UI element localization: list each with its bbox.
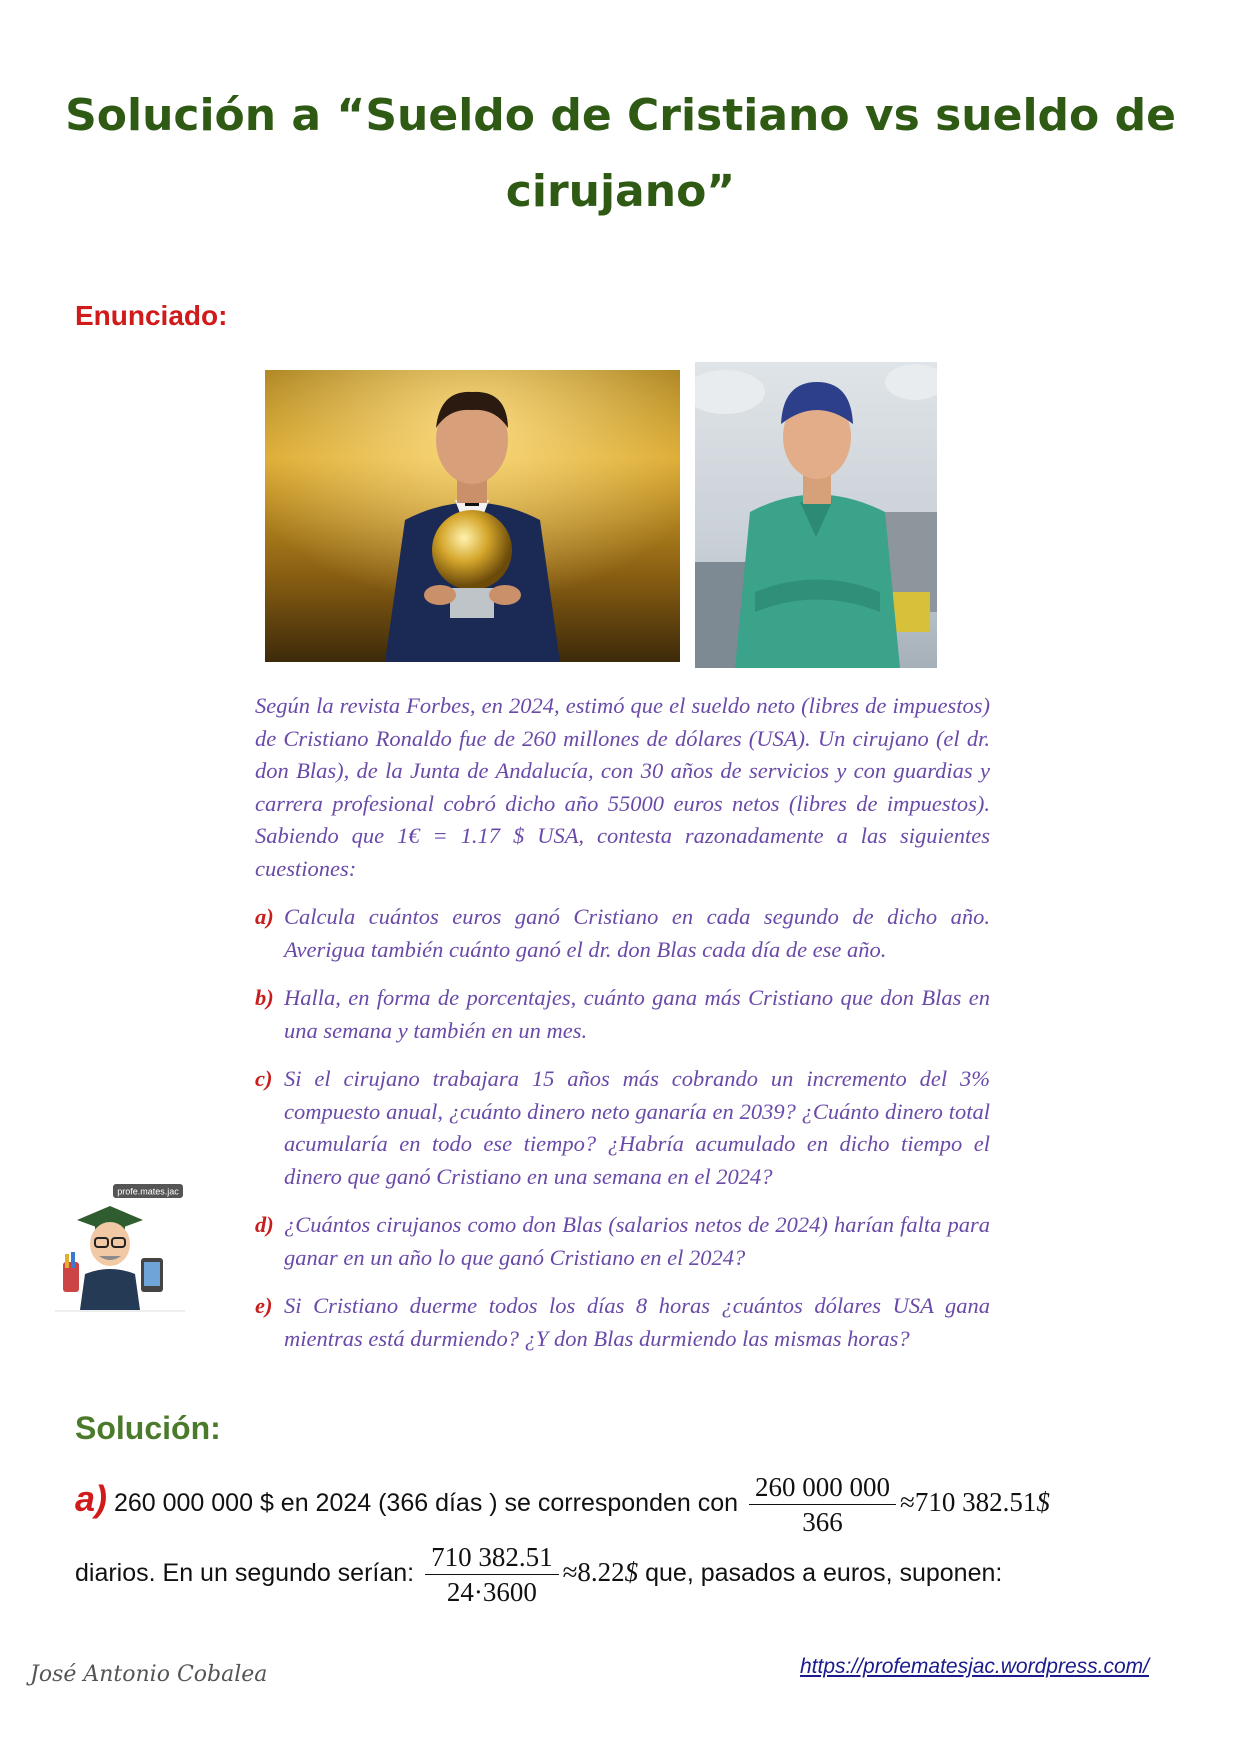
solution-line2-tail: que, pasados a euros, suponen: — [645, 1559, 1003, 1588]
question-b — [255, 982, 990, 1047]
question-a — [255, 901, 990, 966]
solution-line1-text: 260 000 000 $ en 2024 (366 días ) se corresponden con — [113, 1489, 739, 1518]
currency-unit: $ — [1036, 1487, 1050, 1518]
surgeon-illustration — [695, 362, 937, 668]
question-e — [255, 1290, 990, 1355]
problem-intro: Según la revista Forbes, en 2024, estimó que el sueldo neto (libres de impuestos) de Cristiano Ronaldo fue de 260 millones de dólares (USA). Un cirujano (el dr. don Blas), de la Junta de Andalucía, con 30 años de servicios y con guardias y carrera profesional cobró dicho año 55000 euros netos (libres de impuestos). Sabiendo que 1€ = 1.17 $ USA, contesta razonadamente a las siguientes cuestiones: — [255, 693, 990, 881]
blog-link[interactable]: https://profematesjac.wordpress.com/ — [800, 1655, 1149, 1678]
fraction-denominator: 366 — [802, 1507, 843, 1537]
question-text: ¿Cuántos cirujanos como don Blas (salarios netos de 2024) harían falta para ganar en un año lo que ganó Cristiano en el 2024? — [284, 1212, 990, 1270]
fraction-per-second — [425, 1540, 559, 1609]
question-text: Si el cirujano trabajara 15 años más cobrando un incremento del 3% compuesto anual, ¿cuánto dinero neto ganaría en 2039? ¿Cuánto dinero total acumularía en todo ese tiempo? ¿Habría acumulado en dicho tiempo el dinero que ganó Cristiano en una semana en el 2024? — [284, 1066, 990, 1189]
solucion-heading: Solución: — [75, 1410, 221, 1446]
ronaldo-illustration — [265, 370, 680, 662]
problem-statement — [255, 690, 990, 1355]
question-text: Calcula cuántos euros ganó Cristiano en cada segundo de dicho año. Averigua también cuánto ganó el dr. don Blas cada día de ese año. — [284, 904, 990, 962]
fraction-numerator: 260 000 000 — [749, 1470, 896, 1505]
question-d — [255, 1209, 990, 1274]
currency-unit: $ — [624, 1557, 639, 1588]
question-letter: d) — [255, 1212, 274, 1237]
per-second-result: ≈8.22 — [562, 1557, 625, 1588]
fraction-numerator: 710 382.51 — [425, 1540, 559, 1575]
teacher-avatar-icon — [55, 1182, 185, 1312]
teacher-avatar — [55, 1182, 185, 1312]
solution-a-letter: a) — [75, 1478, 108, 1520]
fraction-denominator: 24·3600 — [446, 1577, 537, 1607]
solution-line2-text: diarios. En un segundo serían: — [75, 1559, 415, 1588]
question-letter: c) — [255, 1066, 273, 1091]
question-text: Si Cristiano duerme todos los días 8 horas ¿cuántos dólares USA gana mientras está durmiendo? ¿Y don Blas durmiendo las mismas horas? — [284, 1293, 990, 1351]
page-title: Solución a “Sueldo de Cristiano vs sueldo de cirujano” — [65, 90, 1176, 217]
author-signature: José Antonio Cobalea — [30, 1662, 268, 1687]
fraction-daily — [749, 1470, 896, 1539]
question-letter: b) — [255, 985, 274, 1010]
surgeon-photo — [695, 362, 937, 668]
enunciado-heading: Enunciado: — [75, 300, 228, 331]
question-letter: a) — [255, 904, 274, 929]
question-letter: e) — [255, 1293, 273, 1318]
solution-line-1 — [75, 1470, 1050, 1539]
solution-line-2 — [75, 1540, 1002, 1609]
ronaldo-photo — [265, 370, 680, 662]
question-text: Halla, en forma de porcentajes, cuánto gana más Cristiano que don Blas en una semana y también en un mes. — [284, 985, 990, 1043]
question-c — [255, 1063, 990, 1193]
avatar-tag: profe.mates.jac — [117, 1186, 179, 1197]
daily-result: ≈710 382.51 — [900, 1487, 1037, 1518]
